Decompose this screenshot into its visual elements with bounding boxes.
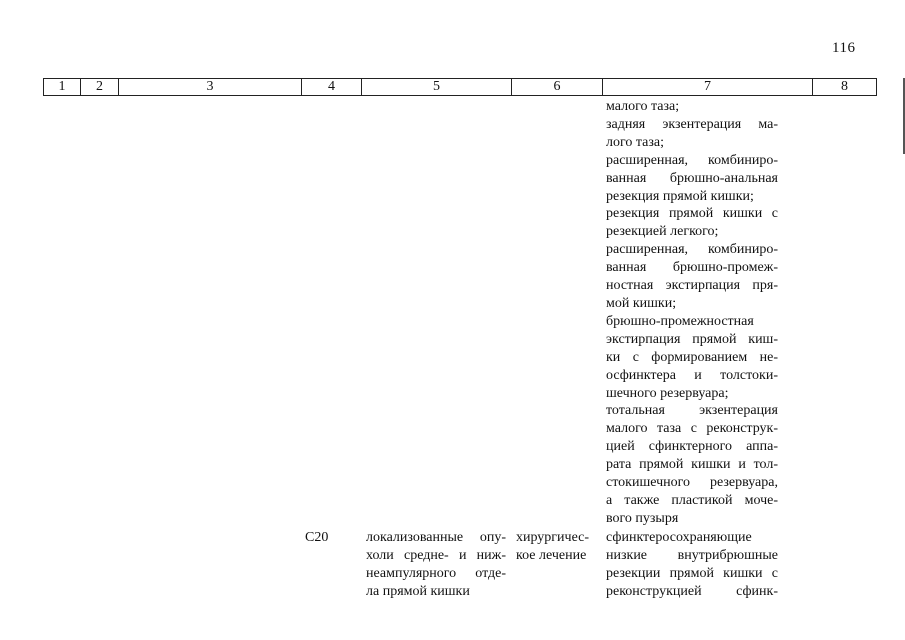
column-number-7: 7 [603,79,813,96]
text-line: мой кишки; [606,295,677,311]
page-number: 116 [832,40,856,56]
text-line: ла прямой кишки [366,583,470,599]
text-line: хирургичес- [516,530,590,545]
column-number-1: 1 [44,79,81,96]
text-line: неампулярного отде- [366,565,506,581]
text-line: реконструкцией сфинк- [606,583,778,599]
text-line: сфинктеросохраняющие [606,530,752,545]
column-number-6: 6 [512,79,603,96]
treatment-type [516,529,598,565]
text-line: малого таза; [606,99,680,114]
text-line: осфинктера и толстоки- [606,367,778,383]
text-line: ванная брюшно-анальная [606,170,778,186]
text-line: ностная экстирпация пря- [606,278,778,294]
text-line: резекция прямой кишки; [606,188,754,204]
column-number-4: 4 [302,79,362,96]
text-line: холи средне- и ниж- [366,547,506,563]
column-number-5: 5 [362,79,512,96]
text-line: стокишечного резервуара, [606,475,778,491]
text-line: локализованные опу- [366,530,506,545]
text-line: задняя экзентерация ма- [606,116,778,132]
text-line: брюшно-промежностная [606,313,754,329]
column-number-8: 8 [813,79,877,96]
text-line: низкие внутрибрюшные [606,547,778,563]
condition-description [366,529,506,601]
text-line: расширенная, комбиниро- [606,242,778,258]
text-line: рата прямой кишки и тол- [606,457,778,473]
text-line: резекция прямой кишки с [606,206,778,222]
diagnosis-code: С20 [305,530,329,545]
text-line: вого пузыря [606,510,679,526]
text-line: малого таза с реконструк- [606,421,778,437]
column-number-2: 2 [81,79,119,96]
text-line: шечного резервуара; [606,385,729,401]
text-line: экстирпация прямой киш- [606,331,778,347]
table-column-numbers [43,78,877,96]
text-line: а также пластикой моче- [606,492,778,508]
text-line: резекции прямой кишки с [606,565,778,581]
continued-treatment-methods [606,98,778,528]
text-line: ванная брюшно-промеж- [606,260,778,276]
text-line: кое лечение [516,547,587,563]
text-line: расширенная, комбиниро- [606,152,778,168]
treatment-methods [606,529,778,601]
column-number-3: 3 [119,79,302,96]
text-line: цией сфинктерного аппа- [606,439,778,455]
text-line: лого таза; [606,134,665,150]
text-line: ки с формированием не- [606,349,778,365]
text-line: тотальная экзентерация [606,403,778,419]
text-line: резекцией легкого; [606,224,719,240]
